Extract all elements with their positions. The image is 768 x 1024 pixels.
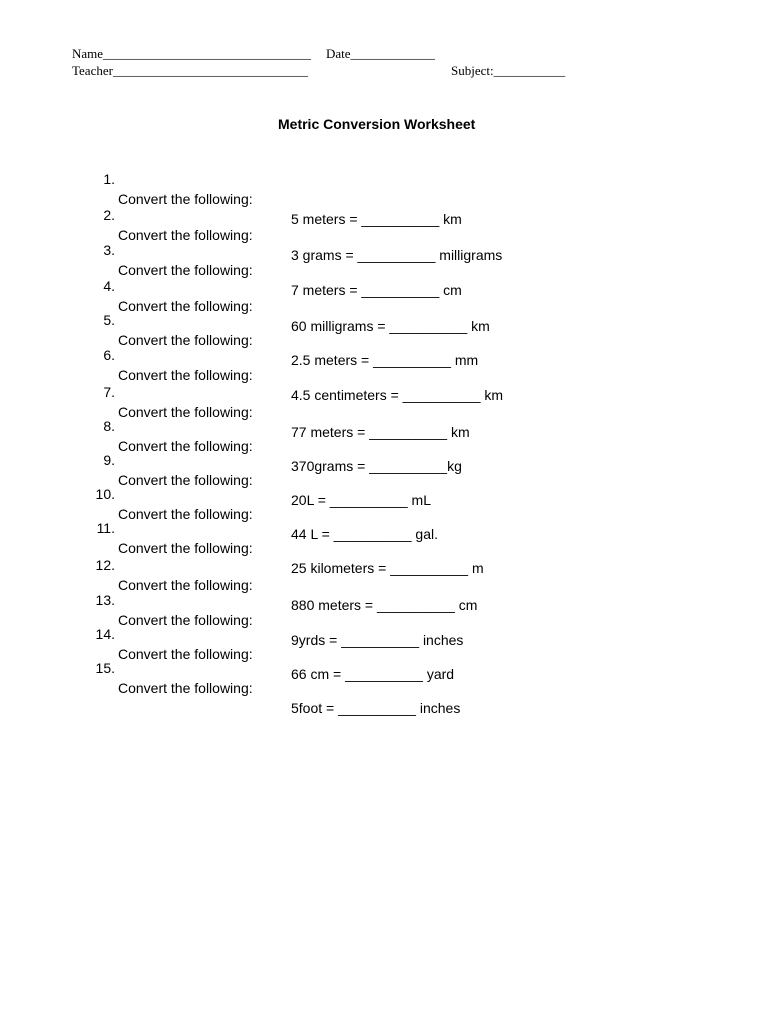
question-problem: 77 meters = __________ km bbox=[291, 424, 470, 440]
question-prompt: Convert the following: bbox=[118, 191, 253, 207]
question-problem: 9yrds = __________ inches bbox=[291, 632, 464, 648]
subject-field-label: Subject:___________ bbox=[451, 63, 566, 78]
question-prompt: Convert the following: bbox=[118, 332, 253, 348]
question-problem: 5foot = __________ inches bbox=[291, 700, 461, 716]
question-prompt: Convert the following: bbox=[118, 612, 253, 628]
question-prompt: Convert the following: bbox=[118, 227, 253, 243]
question-problem: 25 kilometers = __________ m bbox=[291, 560, 484, 576]
question-prompt: Convert the following: bbox=[118, 680, 253, 696]
question-prompt: Convert the following: bbox=[118, 540, 253, 556]
question-problem: 370grams = __________kg bbox=[291, 458, 462, 474]
question-number: 5. bbox=[103, 312, 115, 328]
question-prompt: Convert the following: bbox=[118, 472, 253, 488]
question-problem: 44 L = __________ gal. bbox=[291, 526, 439, 542]
question-number: 1. bbox=[103, 171, 115, 187]
question-number: 10. bbox=[95, 486, 115, 502]
question-number: 8. bbox=[103, 418, 115, 434]
question-number: 9. bbox=[103, 452, 115, 468]
teacher-field-label: Teacher______________________________ bbox=[72, 63, 308, 78]
question-number: 15. bbox=[95, 660, 115, 676]
question-number: 3. bbox=[103, 242, 115, 258]
question-number: 12. bbox=[95, 557, 115, 573]
question-number: 4. bbox=[103, 278, 115, 294]
question-prompt: Convert the following: bbox=[118, 506, 253, 522]
question-prompt: Convert the following: bbox=[118, 298, 253, 314]
question-prompt: Convert the following: bbox=[118, 577, 253, 593]
question-item bbox=[0, 149, 768, 227]
question-prompt: Convert the following: bbox=[118, 262, 253, 278]
name-field-label: Name________________________________ bbox=[72, 46, 312, 61]
question-problem: 880 meters = __________ cm bbox=[291, 597, 478, 613]
question-number: 2. bbox=[103, 207, 115, 223]
question-number: 11. bbox=[96, 520, 115, 536]
question-prompt: Convert the following: bbox=[118, 438, 253, 454]
question-problem: 20L = __________ mL bbox=[291, 492, 431, 508]
question-problem: 5 meters = __________ km bbox=[291, 211, 462, 227]
question-prompt: Convert the following: bbox=[118, 367, 253, 383]
question-problem: 7 meters = __________ cm bbox=[291, 282, 462, 298]
worksheet-title: Metric Conversion Worksheet bbox=[278, 116, 476, 132]
question-problem: 2.5 meters = __________ mm bbox=[291, 352, 479, 368]
question-prompt: Convert the following: bbox=[118, 646, 253, 662]
question-problem: 4.5 centimeters = __________ km bbox=[291, 387, 504, 403]
question-prompt: Convert the following: bbox=[118, 404, 253, 420]
question-number: 6. bbox=[103, 347, 115, 363]
question-number: 13. bbox=[95, 592, 115, 608]
question-problem: 60 milligrams = __________ km bbox=[291, 318, 490, 334]
date-field-label: Date_____________ bbox=[326, 46, 436, 61]
question-problem: 66 cm = __________ yard bbox=[291, 666, 455, 682]
question-number: 14. bbox=[95, 626, 115, 642]
question-number: 7. bbox=[103, 384, 115, 400]
question-problem: 3 grams = __________ milligrams bbox=[291, 247, 503, 263]
